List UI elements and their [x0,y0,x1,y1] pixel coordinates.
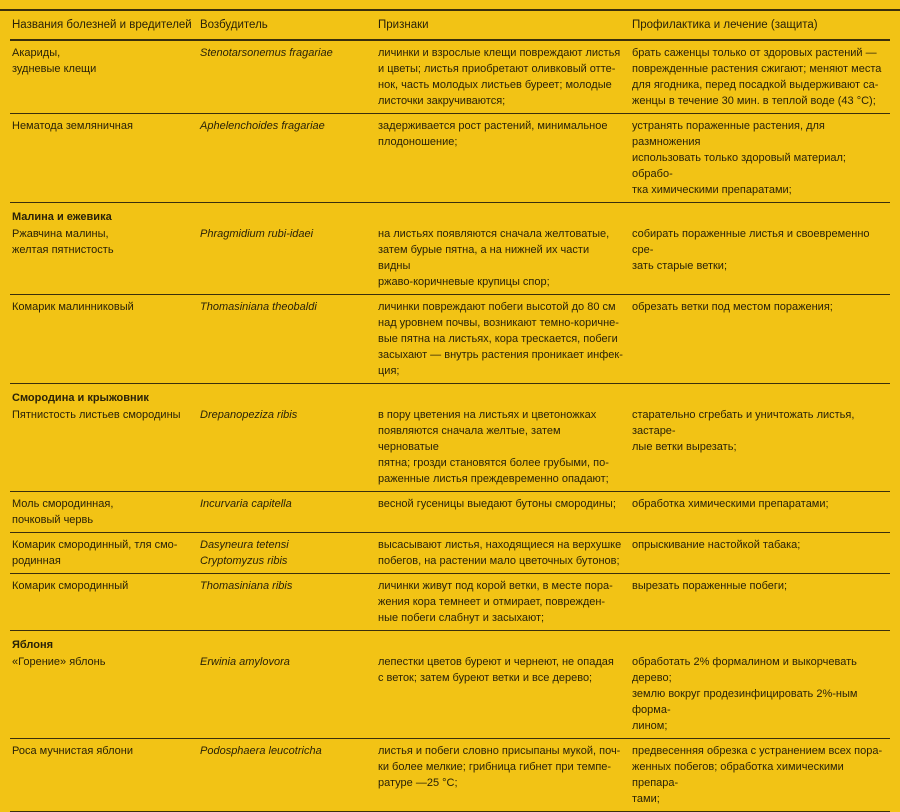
signs-cell: лепестки цветов буреют и чернеют, не опадая с веток; затем буреют ветки и все дерево; [376,653,630,739]
treatment-cell: устранять пораженные растения, для размножения использовать только здоровый материал; обрабо- тка химическими препаратами; [630,114,890,203]
disease-name-cell: Комарик смородинный [10,574,198,631]
pathogen-cell: Erwinia amylovora [198,653,376,739]
table-row [10,406,890,492]
table-row [10,114,890,203]
section-title: Малина и ежевика [12,211,112,223]
section-heading-row [10,203,890,226]
pest-disease-table [10,11,890,812]
disease-name-cell: Комарик смородинный, тля смо- родинная [10,533,198,574]
section-heading-row [10,384,890,407]
pathogen-cell: Thomasiniana ribis [198,574,376,631]
pathogen-cell: Stenotarsonemus fragariae [198,40,376,114]
signs-cell: высасывают листья, находящиеся на верхушке побегов, на растении мало цветочных бутонов; [376,533,630,574]
signs-cell: весной гусеницы выедают бутоны смородины; [376,492,630,533]
signs-cell: личинки живут под корой ветки, в месте пора- жения кора темнеет и отмирает, поврежден- ные побеги слабнут и засыхают; [376,574,630,631]
header-treatment: Профилактика и лечение (защита) [630,11,890,40]
treatment-cell: старательно сгребать и уничтожать листья, застаре- лые ветки вырезать; [630,406,890,492]
pathogen-cell: Thomasiniana theobaldi [198,295,376,384]
treatment-cell: обрезать ветки под местом поражения; [630,295,890,384]
table-row [10,533,890,574]
pathogen-cell: Dasyneura tetensi Cryptomyzus ribis [198,533,376,574]
treatment-cell: вырезать пораженные побеги; [630,574,890,631]
signs-cell: личинки повреждают побеги высотой до 80 см над уровнем почвы, возникают темно-коричне- вые пятна на листьях, кора трескается, побеги засыхают — внутрь растения проникает инфек- ция; [376,295,630,384]
header-name: Названия болезней и вредителей [10,11,198,40]
treatment-cell: обработать 2% формалином и выкорчевать дерево; землю вокруг продезинфицировать 2%-ным форма- лином; [630,653,890,739]
table-row [10,40,890,114]
section-heading-row [10,631,890,654]
treatment-cell: обработка химическими препаратами; [630,492,890,533]
treatment-cell: опрыскивание настойкой табака; [630,533,890,574]
disease-name-cell: Нематода земляничная [10,114,198,203]
section-title: Яблоня [12,639,54,651]
table-row [10,739,890,812]
header-pathogen: Возбудитель [198,11,376,40]
section-title: Смородина и крыжовник [12,392,149,404]
pathogen-cell: Drepanopeziza ribis [198,406,376,492]
pathogen-cell: Phragmidium rubi-idaei [198,225,376,295]
disease-name-cell: Моль смородинная, почковый червь [10,492,198,533]
table-row [10,295,890,384]
disease-name-cell: «Горение» яблонь [10,653,198,739]
disease-name-cell: Комарик малинниковый [10,295,198,384]
disease-name-cell: Пятнистость листьев смородины [10,406,198,492]
table-row [10,492,890,533]
treatment-cell: собирать пораженные листья и своевременно сре- зать старые ветки; [630,225,890,295]
table-row [10,574,890,631]
disease-name-cell: Роса мучнистая яблони [10,739,198,812]
pathogen-cell: Incurvaria capitella [198,492,376,533]
signs-cell: задерживается рост растений, минимальное плодоношение; [376,114,630,203]
table-header [10,11,890,40]
signs-cell: личинки и взрослые клещи повреждают листья и цветы; листья приобретают оливковый отте- нок, часть молодых листьев буреет; молодые листочки закручиваются; [376,40,630,114]
header-row [10,11,890,40]
table-row [10,225,890,295]
signs-cell: в пору цветения на листьях и цветоножках появляются сначала желтые, затем черноватые пятна; грозди становятся более грубыми, по- раженные листья преждевременно опадают; [376,406,630,492]
signs-cell: на листьях появляются сначала желтоватые, затем бурые пятна, а на нижней их части видны ржаво-коричневые крупицы спор; [376,225,630,295]
disease-name-cell: Ржавчина малины, желтая пятнистость [10,225,198,295]
treatment-cell: брать саженцы только от здоровых растений — поврежденные растения сжигают; меняют места для ягодника, перед посадкой выдерживают са- женцы в течение 30 мин. в теплой воде (43 °С); [630,40,890,114]
table-row [10,653,890,739]
disease-name-cell: Акариды, зудневые клещи [10,40,198,114]
signs-cell: листья и побеги словно присыпаны мукой, поч- ки более мелкие; грибница гибнет при темпе- ратуре —25 °С; [376,739,630,812]
table-body [10,40,890,812]
pathogen-cell: Podosphaera leucotricha [198,739,376,812]
pathogen-cell: Aphelenchoides fragariae [198,114,376,203]
header-signs: Признаки [376,11,630,40]
treatment-cell: предвесенняя обрезка с устранением всех пора- женных побегов; обработка химическими препара- тами; [630,739,890,812]
